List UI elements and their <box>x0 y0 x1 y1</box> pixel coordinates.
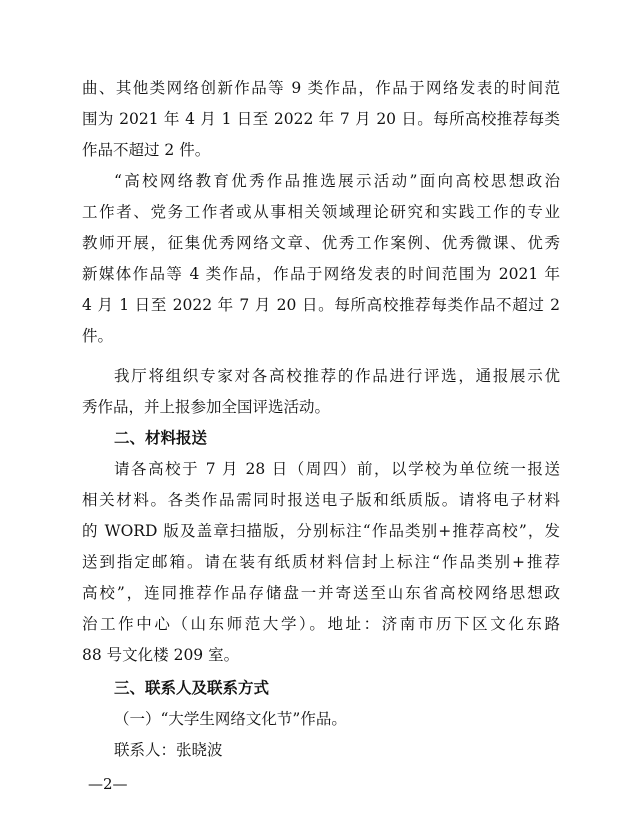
paragraph-line: 相关材料。各类作品需同时报送电子版和纸质版。请将电子材料 <box>82 491 560 509</box>
paragraph-line: 新媒体作品等 4 类作品，作品于网络发表的时间范围为 2021 年 <box>82 265 560 283</box>
contact-line: 联系人：张晓波 <box>114 741 223 759</box>
paragraph-line: 我厅将组织专家对各高校推荐的作品进行评选，通报展示优 <box>114 367 560 385</box>
paragraph-line: 曲、其他类网络创新作品等 9 类作品，作品于网络发表的时间范 <box>82 79 560 97</box>
paragraph-line: 送到指定邮箱。请在装有纸质材料信封上标注“作品类别+推荐 <box>82 553 560 571</box>
paragraph-line: 请各高校于 7 月 28 日（周四）前，以学校为单位统一报送 <box>114 460 560 478</box>
paragraph-line: 4 月 1 日至 2022 年 7 月 20 日。每所高校推荐每类作品不超过 2 <box>82 296 560 314</box>
paragraph-line: 秀作品，并上报参加全国评选活动。 <box>82 398 331 416</box>
section-heading: 三、联系人及联系方式 <box>114 679 270 697</box>
section-heading: 二、材料报送 <box>114 429 208 447</box>
paragraph-line: 教师开展，征集优秀网络文章、优秀工作案例、优秀微课、优秀 <box>82 234 560 252</box>
paragraph-line: 的 WORD 版及盖章扫描版，分别标注“作品类别+推荐高校”，发 <box>82 522 560 540</box>
paragraph-line: 围为 2021 年 4 月 1 日至 2022 年 7 月 20 日。每所高校推荐每类 <box>82 110 560 128</box>
paragraph-line: “高校网络教育优秀作品推选展示活动”面向高校思想政治 <box>114 172 560 190</box>
paragraph-line: 工作者、党务工作者或从事相关领域理论研究和实践工作的专业 <box>82 203 560 221</box>
paragraph-line: 高校”，连同推荐作品存储盘一并寄送至山东省高校网络思想政 <box>82 584 560 602</box>
subsection-heading: （一）“大学生网络文化节”作品。 <box>114 710 347 728</box>
paragraph-line: 88 号文化楼 209 室。 <box>82 646 240 664</box>
paragraph-line: 治工作中心（山东师范大学）。地址：济南市历下区文化东路 <box>82 615 560 633</box>
paragraph-line: 作品不超过 2 件。 <box>82 141 211 159</box>
page-number: —2— <box>88 775 128 793</box>
paragraph-line: 件。 <box>82 327 114 345</box>
